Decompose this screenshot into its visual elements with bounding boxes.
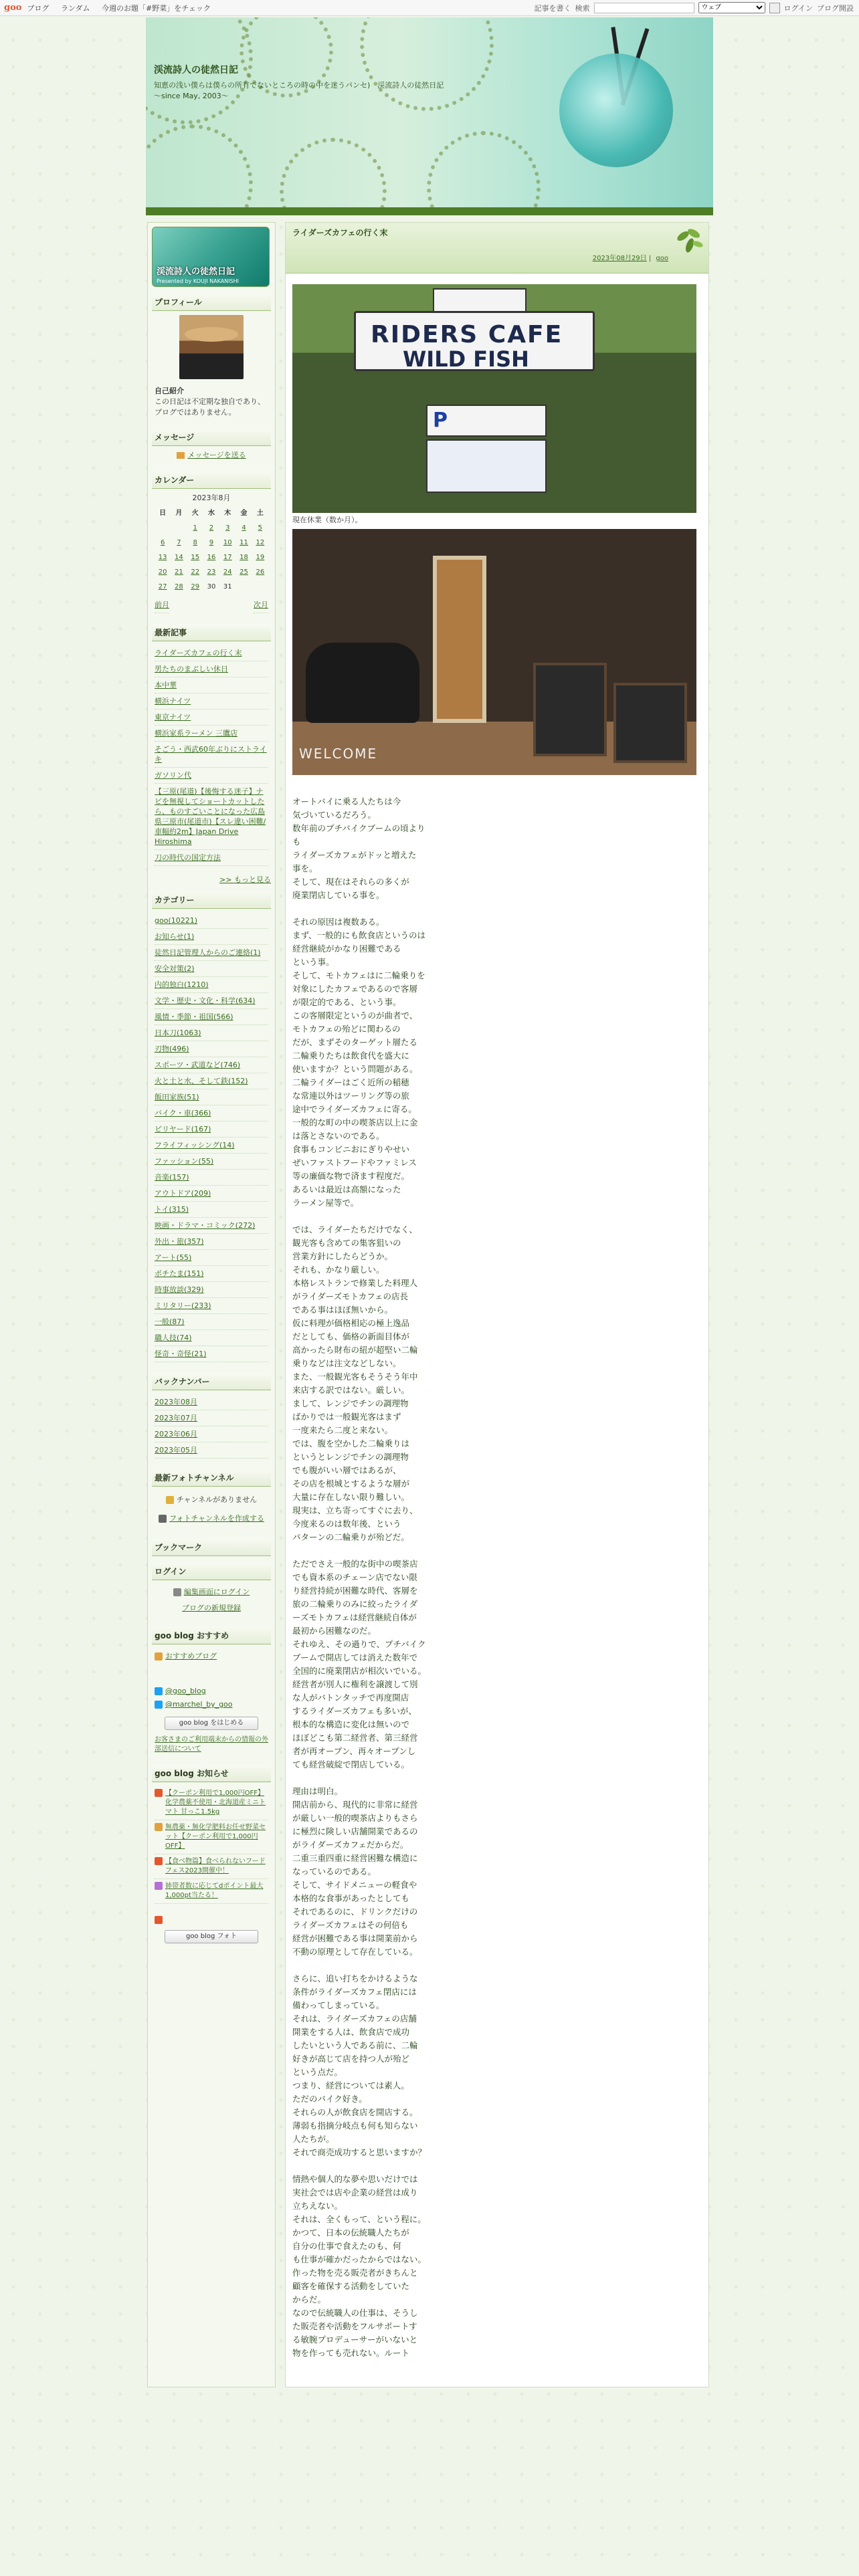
calendar-day[interactable]: 26 bbox=[256, 568, 265, 576]
profile-label: 自己紹介 bbox=[155, 387, 184, 395]
calendar-day bbox=[155, 521, 171, 536]
calendar-day[interactable]: 31 bbox=[223, 583, 232, 591]
rss-icon[interactable] bbox=[155, 1916, 163, 1924]
news-item bbox=[155, 1879, 268, 1904]
calendar-day[interactable]: 19 bbox=[256, 554, 265, 561]
top-nav-theme[interactable]: 今週のお題「#野菜」をチェック bbox=[102, 3, 211, 13]
calendar-day[interactable]: 25 bbox=[240, 568, 248, 576]
photochannel-heading: 最新フォトチャンネル bbox=[152, 1469, 271, 1487]
calendar-day[interactable]: 6 bbox=[160, 539, 165, 546]
category-link[interactable]: 日本刀(1063) bbox=[155, 1025, 268, 1041]
post-paragraph: さらに、追い打ちをかけるような 条件がライダーズカフェ閉店には 備わってしまっている。 それは、ライダーズカフェの店舗 開業をする人は、飲食店で成功 したいという人である前に、二輪 好きが高じて店を持つ人が殆ど という点だ。 つまり、経営については素人。 ただのバイク好き。 それらの人が飲食店を開店する。 薄弱も指摘分岐点も何も知らない 人たちが。 それで商売成功すると思いますか？ bbox=[292, 1973, 427, 2157]
post-paragraph: 情熱や個人的な夢や思いだけでは 実社会では店や企業の経営は成り 立ちえない。 それは、全くもって、という程に。 かつて、日本の伝統職人たちが 自分の仕事で食えたのも、何 も仕事が確かだったからではない。 作った物を売る販売者がきちんと 顧客を確保する活動をしていた からだ。 なので伝統職人の仕事は、そうし た販売者や活動をフルサポートす る敏腕プロデューサーがいないと 物を作っても売れない。ルート bbox=[292, 2174, 426, 2358]
goo-logo[interactable]: goo bbox=[4, 3, 22, 13]
more-posts-link[interactable]: >> もっと見る bbox=[219, 875, 271, 884]
news-link[interactable]: 姉帯者数に応じてdポイント最大1,000pt当たる！ bbox=[165, 1883, 264, 1899]
riders-cafe-sign bbox=[354, 311, 595, 371]
calendar-day[interactable]: 7 bbox=[177, 539, 181, 546]
blog-title[interactable]: 渓流詩人の徒然日記 bbox=[154, 65, 238, 76]
backnumber-box bbox=[152, 1373, 271, 1463]
category-link[interactable]: 火と土と水、そして鉄(152) bbox=[155, 1073, 268, 1089]
backnumber-heading: バックナンバー bbox=[152, 1373, 271, 1390]
post-paragraph: 理由は明白。 開店前から、現代的に非常に経営 が厳しい一般的喫茶店よりもさら に極烈に険しい店舗開業であるの がライダーズカフェだからだ。 二重三重四重に経営困難な構造に なっているのである。 そして、サイドメニューの軽食や 本格的な食事があったとしても それであるのに、ドリンクだけの ライダーズカフェはその何倍も 経営が困難である事は開業前から 不動の原理として存在している。 bbox=[292, 1786, 418, 1957]
post-category-link[interactable]: goo bbox=[656, 255, 668, 262]
post-paragraph: オートバイに乗る人たちは今 気づいているだろう。 数年前のプチバイクブームの頃よりも ライダーズカフェがドッと増えた 事を。 そして、現在はそれらの多くが 廃業閉店している事を。 bbox=[292, 796, 425, 900]
category-link[interactable]: ピリヤード(167) bbox=[155, 1121, 268, 1138]
recent-post-link[interactable]: ガソリン代 bbox=[155, 768, 268, 784]
calendar-day[interactable]: 21 bbox=[175, 568, 183, 576]
warning-icon bbox=[166, 1496, 174, 1504]
category-link[interactable]: アート(55) bbox=[155, 1250, 268, 1266]
open-blog-link[interactable]: ブログ開設 bbox=[817, 3, 854, 13]
chalkboard bbox=[613, 683, 687, 763]
recent-post-link[interactable]: 本中華 bbox=[155, 677, 268, 693]
backnumber-link[interactable]: 2023年06月 bbox=[155, 1426, 268, 1442]
recent-post-link[interactable]: ライダーズカフェの行く末 bbox=[155, 645, 268, 661]
post-body bbox=[292, 795, 433, 2360]
calendar-day[interactable]: 24 bbox=[223, 568, 232, 576]
search-scope-select[interactable] bbox=[698, 2, 765, 13]
recent-post-link[interactable]: 横浜家系ラーメン 三鷹店 bbox=[155, 726, 268, 742]
recent-post-link[interactable]: そごう・西武60年ぶりにストライキ bbox=[155, 742, 268, 768]
category-link[interactable]: ファッション(55) bbox=[155, 1154, 268, 1170]
calendar-day[interactable]: 9 bbox=[209, 539, 214, 546]
calendar-prev-link[interactable]: 前月 bbox=[155, 597, 169, 613]
news-link[interactable]: 無農薬・無化学肥料お任せ野菜セット【クーポン利用で1,000円OFF】 bbox=[165, 1824, 266, 1850]
calendar-day[interactable]: 22 bbox=[191, 568, 200, 576]
calendar-weekday: 土 bbox=[256, 510, 264, 517]
calendar-day[interactable]: 23 bbox=[207, 568, 216, 576]
bookmark-heading: ブックマーク bbox=[152, 1539, 271, 1556]
twitter-icon bbox=[155, 1687, 163, 1695]
calendar-day[interactable]: 16 bbox=[207, 554, 216, 561]
photo-caption: 現在休業（数か月）。 bbox=[292, 516, 363, 524]
category-link[interactable]: 刃物(496) bbox=[155, 1041, 268, 1057]
calendar-weekday: 木 bbox=[224, 510, 231, 517]
category-link[interactable]: バイク・車(366) bbox=[155, 1105, 268, 1121]
news-icon bbox=[155, 1823, 163, 1831]
category-link[interactable]: 怪奇・奇怪(21) bbox=[155, 1346, 268, 1362]
calendar-day[interactable]: 13 bbox=[158, 554, 167, 561]
category-heading: カテゴリー bbox=[152, 891, 271, 909]
camera-icon bbox=[159, 1515, 167, 1523]
sign-top bbox=[433, 288, 527, 314]
category-link[interactable]: ポチたま(151) bbox=[155, 1266, 268, 1282]
recent-post-link[interactable]: 横浜ナイツ bbox=[155, 693, 268, 710]
message-heading: メッセージ bbox=[152, 429, 271, 446]
news-link[interactable]: 【クーポン利用で1,000円OFF】化学農薬不使用・北海道産ミニトマト 甘っこ1.5kg bbox=[165, 1790, 266, 1816]
calendar-box bbox=[152, 471, 271, 617]
welcome-mat-text: WELCOME bbox=[299, 746, 378, 762]
category-link[interactable]: 徒然日記管理人からのご連絡(1) bbox=[155, 945, 268, 961]
chalkboard bbox=[533, 663, 607, 756]
backnumber-link[interactable]: 2023年07月 bbox=[155, 1410, 268, 1426]
calendar-day[interactable]: 29 bbox=[191, 583, 200, 591]
search-input[interactable] bbox=[594, 3, 694, 13]
calendar-day[interactable]: 15 bbox=[191, 554, 200, 561]
category-link[interactable]: アウトドア(209) bbox=[155, 1186, 268, 1202]
main-content bbox=[285, 222, 709, 2387]
blog-thumbnail[interactable]: 渓流詩人の徒然日記 Presented by KOUJI NAKANISHI bbox=[152, 227, 270, 287]
twitter-goo-link[interactable]: @goo_blog bbox=[165, 1687, 206, 1695]
calendar-day[interactable]: 20 bbox=[158, 568, 167, 576]
profile-heading: プロフィール bbox=[152, 294, 271, 311]
calendar-weekday: 水 bbox=[207, 510, 215, 517]
category-link[interactable]: 安全対策(2) bbox=[155, 961, 268, 977]
recommend-box bbox=[152, 1627, 271, 1758]
calendar-weekday: 金 bbox=[240, 510, 248, 517]
calendar-day[interactable]: 2 bbox=[209, 524, 214, 532]
lace-ornament bbox=[280, 138, 387, 215]
calendar-table bbox=[155, 493, 268, 595]
envelope-icon bbox=[177, 452, 185, 459]
category-link[interactable]: フライフィッシング(14) bbox=[155, 1138, 268, 1154]
post-paragraph: ただでさえ一般的な街中の喫茶店 でも資本系のチェーン店でない限 り経営持続が困難な時代、客層を 旅の二輪乗りのみに絞ったライダ ーズモトカフェは経営継続自体が 最初から困難なのだ。 それゆえ、その過りで、プチバイク ブームで開店しては消えた数年で 全国的に廃業閉店が相次いでいる。 経営者が別人に権利を譲渡して別 な人がバトンタッチで再度開店 するライダーズカフェも多いが、 根本的な構造に変化は無いので ほぼどこも第二経営者、第三経営 者が再オープン、再々オープンし ても経営破綻で閉店している。 bbox=[292, 1559, 427, 1769]
login-heading: ログイン bbox=[152, 1563, 271, 1580]
twitter-marchel-link[interactable]: @marchel_by_goo bbox=[165, 1700, 233, 1709]
category-link[interactable]: 内的独白(1210) bbox=[155, 977, 268, 993]
calendar-day[interactable]: 17 bbox=[223, 554, 232, 561]
pencil-icon bbox=[173, 1588, 181, 1596]
page-container bbox=[146, 17, 713, 2387]
post-paragraph: では、ライダーたちだけでなく、 観光客も含めての集客狙いの 営業方針にしたらどうか。 それも、かなり厳しい。 本格レストランで修業した料理人 がライダーズモトカフェの店長 である事はほぼ無いから。 仮に料理が価格相応の極上逸品 だとしても、価格の新面目体が 高かったら財布の紐が超堅い二輪 乗りなどは注文などしない。 また、一般観光客もそうそう年中 来店する訳ではない。厳しい。 まして、レンジでチンの調理物 ばかりでは一般観光客はまず 一度来たら二度と来ない。 では、腹を空かした二輪乗りは というとレンジでチンの調理物 でも腹がいい層ではあるが、 その店を根城とするような層が 大量に存在しない限り難しい。 現実は、立ち寄ってすぐに去り、 今度来るのは数年後、という パターンの二輪乗りが殆どだ。 bbox=[292, 1224, 418, 1542]
parking-sign: P bbox=[426, 405, 547, 437]
recommend-link[interactable]: おすすめブログ bbox=[165, 1652, 217, 1660]
category-link[interactable]: 風情・季節・祖国(566) bbox=[155, 1009, 268, 1025]
profile-text: この日記は不定期な独自であり、ブログではありません。 bbox=[155, 397, 265, 417]
calendar-day[interactable]: 1 bbox=[193, 524, 197, 532]
post-date-link[interactable]: 2023年08月29日 bbox=[592, 255, 647, 262]
category-link[interactable]: 文学・歴史・文化・科学(634) bbox=[155, 993, 268, 1009]
category-link[interactable]: 一般(87) bbox=[155, 1314, 268, 1330]
post-title-bar bbox=[286, 223, 708, 274]
calendar-day[interactable]: 8 bbox=[193, 539, 197, 546]
post-photo-signboard[interactable] bbox=[292, 284, 696, 513]
category-link[interactable]: スポーツ・武道など(746) bbox=[155, 1057, 268, 1073]
goo-top-bar bbox=[0, 0, 859, 16]
create-channel-link[interactable]: フォトチャンネルを作成する bbox=[169, 1514, 264, 1523]
login-box bbox=[152, 1563, 271, 1620]
post-paragraph: それの原因は複数ある。 まず、一般的にも飲食店というのは 経営継続がかなり困難である という事。 そして、モトカフェはに二輪乗りを 対象にしたカフェであるので客層 が限定的である、という事。 この客層限定というのが曲者で、 モトカフェの殆どに関わるの だが、まずそのターゲット層たる 二輪乗りたちは飲食代を盛大に 使いますか？という問題がある。 二輪ライダーはごく近所の稲穂 な常連以外はツーリング等の旅 途中でライダーズカフェに寄る。 一般的な町の中の喫茶店以上に金 は落とさないのである。 食事もコンビニおにぎりやせい ぜいファストフードやファミレス 等の廉価な物で済ます程度だ。 あるいは最近は高額になった ラーメン屋等で。 bbox=[292, 917, 426, 1208]
recent-heading: 最新記事 bbox=[152, 624, 271, 641]
category-link[interactable]: 外出・旅(357) bbox=[155, 1234, 268, 1250]
calendar-day[interactable]: 10 bbox=[223, 539, 232, 546]
top-nav bbox=[27, 3, 219, 13]
twitter-icon bbox=[155, 1701, 163, 1709]
news-box bbox=[152, 1765, 271, 1943]
message-box bbox=[152, 429, 271, 465]
send-message-link[interactable]: メッセージを送る bbox=[187, 451, 246, 459]
lace-ornament bbox=[427, 131, 541, 215]
blog-description: 知恵の浅い僕らは僕らの所有でないところの時の中を迷うパンセ) 渓流詩人の徒然日記 ～since May, 2003～ bbox=[154, 81, 452, 100]
calendar-month: 2023年8月 bbox=[192, 494, 231, 502]
top-nav-blog[interactable]: ブログ bbox=[27, 3, 50, 13]
calendar-day[interactable]: 5 bbox=[258, 524, 263, 532]
recent-post-link[interactable]: 東京ナイツ bbox=[155, 710, 268, 726]
goo-blog-photo-button[interactable]: goo blog フォト bbox=[165, 1930, 258, 1943]
calendar-day[interactable]: 12 bbox=[256, 539, 265, 546]
search-icon[interactable] bbox=[769, 3, 780, 13]
avatar bbox=[179, 315, 244, 379]
post-photo-storefront[interactable] bbox=[292, 529, 696, 775]
calendar-day[interactable]: 28 bbox=[175, 583, 183, 591]
calendar-day[interactable]: 14 bbox=[175, 554, 183, 561]
calendar-day[interactable]: 18 bbox=[240, 554, 248, 561]
login-link[interactable]: ログイン bbox=[783, 3, 813, 13]
calendar-day bbox=[171, 521, 187, 536]
write-post-link[interactable]: 記事を書く bbox=[534, 3, 571, 13]
star-icon bbox=[155, 1652, 163, 1660]
leaf-ornament-icon bbox=[674, 225, 704, 256]
news-icon bbox=[155, 1857, 163, 1865]
blog-title-block bbox=[154, 63, 452, 102]
top-right bbox=[535, 2, 854, 13]
search-label: 検索 bbox=[575, 3, 590, 13]
recommend-heading: goo blog おすすめ bbox=[152, 1627, 271, 1644]
calendar-heading: カレンダー bbox=[152, 471, 271, 489]
category-link[interactable]: お知らせ(1) bbox=[155, 929, 268, 945]
top-nav-random[interactable]: ランダム bbox=[60, 3, 90, 13]
no-channel-text: チャンネルがありません bbox=[176, 1495, 258, 1504]
calendar-day[interactable]: 3 bbox=[225, 524, 230, 532]
post-meta: 2023年08月29日 | goo bbox=[592, 255, 668, 262]
category-link[interactable]: 時事放談(329) bbox=[155, 1282, 268, 1298]
profile-box bbox=[152, 294, 271, 422]
calendar-day bbox=[252, 580, 268, 595]
calendar-day bbox=[235, 580, 252, 595]
blog-header bbox=[146, 17, 713, 215]
calendar-day[interactable]: 27 bbox=[158, 583, 167, 591]
news-link[interactable]: 【食べ物篇】食べられないフードフェス2023開催中！ bbox=[165, 1858, 266, 1874]
category-link[interactable]: 映画・ドラマ・コミック(272) bbox=[155, 1218, 268, 1234]
recent-post-link[interactable]: 男たちのまぶしい休日 bbox=[155, 661, 268, 677]
news-icon bbox=[155, 1882, 163, 1890]
dessert-glass-image bbox=[533, 27, 686, 187]
recent-posts-box bbox=[152, 624, 271, 885]
calendar-day[interactable]: 30 bbox=[207, 583, 216, 591]
bookmark-box bbox=[152, 1539, 271, 1556]
calendar-day[interactable]: 11 bbox=[240, 539, 248, 546]
category-link[interactable]: 飯田家族(51) bbox=[155, 1089, 268, 1105]
storefront-door bbox=[433, 556, 486, 723]
sign-text-riders: RIDERS CAFE bbox=[371, 321, 563, 348]
backnumber-link[interactable]: 2023年08月 bbox=[155, 1394, 268, 1410]
recent-post-link[interactable]: 【三原(尾道)【後悔する迷子】ナビを無視してショートカットしたら、ものすごいことになった広島県三原市(尾道市)【スレ違い困難/車幅約2m】Japan Drive Hiroshima bbox=[155, 784, 268, 850]
trail-sign bbox=[426, 439, 547, 493]
register-blog-link[interactable]: ブログの新規登録 bbox=[182, 1604, 241, 1612]
category-link[interactable]: 職人技(74) bbox=[155, 1330, 268, 1346]
news-heading: goo blog お知らせ bbox=[152, 1765, 271, 1782]
post-title[interactable]: ライダーズカフェの行く末 bbox=[292, 228, 388, 237]
calendar-weekday: 日 bbox=[159, 510, 167, 517]
news-item bbox=[155, 1820, 268, 1854]
lace-ornament bbox=[146, 124, 253, 215]
external-send-info-link[interactable]: お客さまのご利用端末からの情報の外部送信について bbox=[155, 1736, 268, 1753]
calendar-day[interactable]: 4 bbox=[242, 524, 246, 532]
news-icon bbox=[155, 1789, 163, 1797]
news-item bbox=[155, 1786, 268, 1820]
motorcycle bbox=[306, 643, 419, 723]
news-item bbox=[155, 1854, 268, 1879]
category-box bbox=[152, 891, 271, 1366]
start-goo-blog-button[interactable]: goo blog をはじめる bbox=[165, 1717, 258, 1730]
category-link[interactable]: トイ(315) bbox=[155, 1202, 268, 1218]
backnumber-link[interactable]: 2023年05月 bbox=[155, 1442, 268, 1459]
category-link[interactable]: 音楽(157) bbox=[155, 1170, 268, 1186]
calendar-next-link[interactable]: 次月 bbox=[254, 597, 268, 613]
sign-text-wildfish: WILD FISH bbox=[403, 346, 529, 372]
photochannel-box bbox=[152, 1469, 271, 1532]
calendar-weekday: 火 bbox=[191, 510, 199, 517]
calendar-weekday: 月 bbox=[175, 510, 183, 517]
edit-login-link[interactable]: 編集画面にログイン bbox=[183, 1588, 250, 1596]
category-link[interactable]: ミリタリー(233) bbox=[155, 1298, 268, 1314]
category-link[interactable]: goo(10221) bbox=[155, 913, 268, 929]
sidebar bbox=[147, 222, 276, 2387]
recent-post-link[interactable]: 刀の時代の国定方法 bbox=[155, 850, 268, 866]
